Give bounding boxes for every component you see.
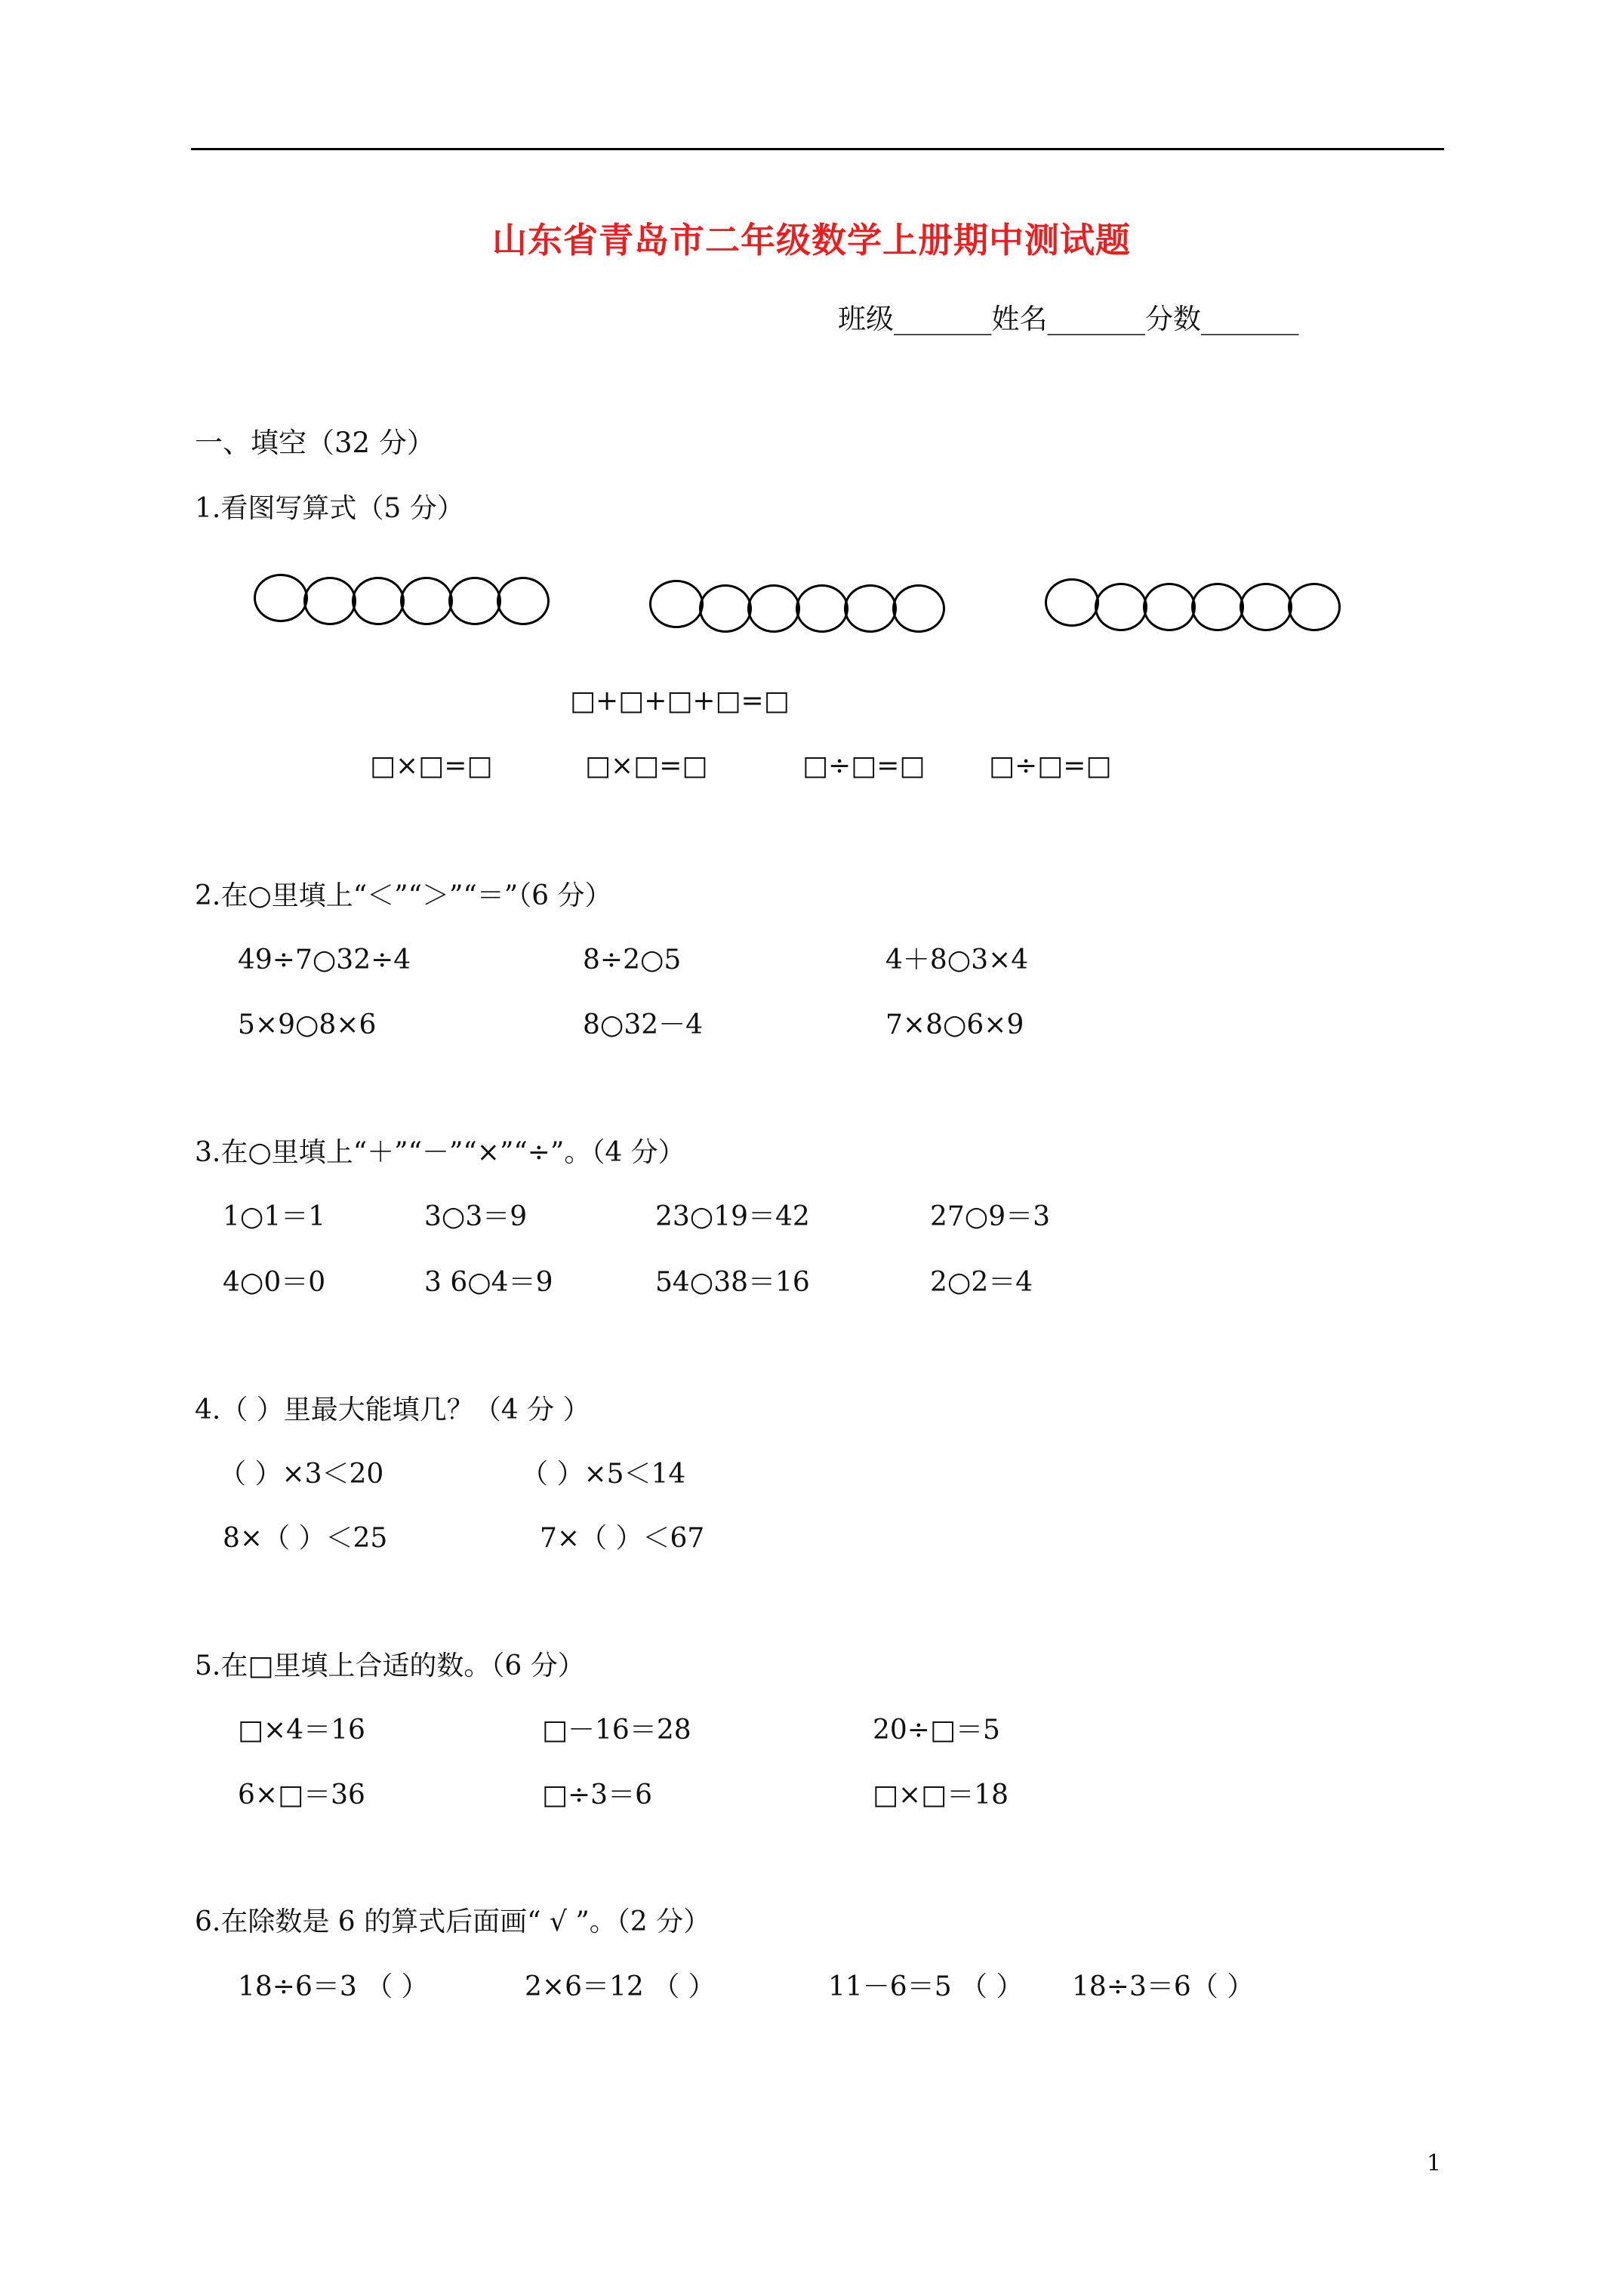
circle-shape xyxy=(352,577,405,625)
q1-formula: □÷□=□ xyxy=(802,750,925,781)
circle-shape xyxy=(892,584,945,633)
q3-item: 27○9＝3 xyxy=(930,1201,1051,1232)
q2-item: 8○32－4 xyxy=(583,1009,704,1040)
q5-item: □－16＝28 xyxy=(542,1715,691,1746)
q5-item: □×□＝18 xyxy=(873,1780,1009,1811)
q5-item: □×4＝16 xyxy=(238,1715,365,1746)
circle-shape xyxy=(497,577,550,625)
circle-shape xyxy=(1191,583,1244,631)
circle-shape xyxy=(844,584,897,633)
q6-item: 11－6＝5 （ ） xyxy=(828,1971,1024,2002)
q5-item: □÷3＝6 xyxy=(542,1780,652,1811)
q2-item: 7×8○6×9 xyxy=(885,1009,1024,1040)
q1-addition-formula: □+□+□+□=□ xyxy=(570,686,790,717)
q4-title: 4.（ ）里最大能填几？（4 分 ） xyxy=(195,1395,590,1425)
circle-shape xyxy=(1095,583,1147,631)
circle-shape xyxy=(1045,578,1099,627)
student-info-line: 班级_______姓名_______分数_______ xyxy=(838,303,1299,335)
q2-title: 2.在○里填上“＜”“＞”“＝”（6 分） xyxy=(195,880,612,911)
q4-item: 8×（ ）＜25 xyxy=(223,1523,388,1554)
q5-title: 5.在□里填上合适的数。（6 分） xyxy=(195,1650,585,1681)
q3-item: 3○3＝9 xyxy=(424,1201,528,1232)
circle-shape xyxy=(1288,583,1341,631)
q3-item: 23○19＝42 xyxy=(655,1201,810,1232)
circle-group-1 xyxy=(254,574,556,627)
page-title: 山东省青岛市二年级数学上册期中测试题 xyxy=(492,220,1131,260)
circle-shape xyxy=(303,577,356,625)
circle-group-2 xyxy=(649,574,951,627)
circle-group-3 xyxy=(1045,574,1347,627)
q2-item: 5×9○8×6 xyxy=(238,1009,377,1040)
q5-item: 20÷□＝5 xyxy=(873,1715,1000,1746)
q6-title: 6.在除数是 6 的算式后面画“ √ ”。（2 分） xyxy=(195,1906,711,1937)
circle-shape xyxy=(699,584,752,633)
section-1-title: 一、填空（32 分） xyxy=(195,427,435,459)
q6-item: 18÷6＝3 （ ） xyxy=(238,1971,429,2002)
page-number: 1 xyxy=(1427,2150,1442,2177)
q3-item: 54○38＝16 xyxy=(655,1267,810,1298)
q2-item: 49÷7○32÷4 xyxy=(238,945,411,975)
q3-item: 4○0＝0 xyxy=(223,1267,326,1298)
q3-title: 3.在○里填上“＋”“－”“×”“÷”。（4 分） xyxy=(195,1137,685,1168)
top-rule xyxy=(191,148,1444,150)
q2-item: 4＋8○3×4 xyxy=(885,945,1029,975)
circle-shape xyxy=(400,577,453,625)
q4-item: （ ）×3＜20 xyxy=(219,1459,384,1490)
circle-shape xyxy=(649,580,704,628)
q1-formula: □×□=□ xyxy=(370,750,493,781)
q4-item: 7×（ ）＜67 xyxy=(540,1523,705,1554)
q3-item: 2○2＝4 xyxy=(930,1267,1033,1298)
q1-formula: □×□=□ xyxy=(585,750,708,781)
circle-shape xyxy=(254,574,308,622)
q3-item: 3 6○4＝9 xyxy=(424,1267,553,1298)
q6-item: 18÷3＝6（ ） xyxy=(1072,1971,1255,2002)
circle-shape xyxy=(1143,583,1196,631)
circle-shape xyxy=(1240,583,1292,631)
circle-shape xyxy=(796,584,848,633)
q6-item: 2×6＝12 （ ） xyxy=(525,1971,716,2002)
circle-shape xyxy=(747,584,800,633)
q3-item: 1○1＝1 xyxy=(223,1201,326,1232)
q1-title: 1.看图写算式（5 分） xyxy=(195,493,464,524)
circle-shape xyxy=(448,577,501,625)
q1-formula: □÷□=□ xyxy=(989,750,1112,781)
q4-item: （ ）×5＜14 xyxy=(521,1459,686,1490)
q5-item: 6×□＝36 xyxy=(238,1780,365,1811)
q2-item: 8÷2○5 xyxy=(583,945,682,975)
